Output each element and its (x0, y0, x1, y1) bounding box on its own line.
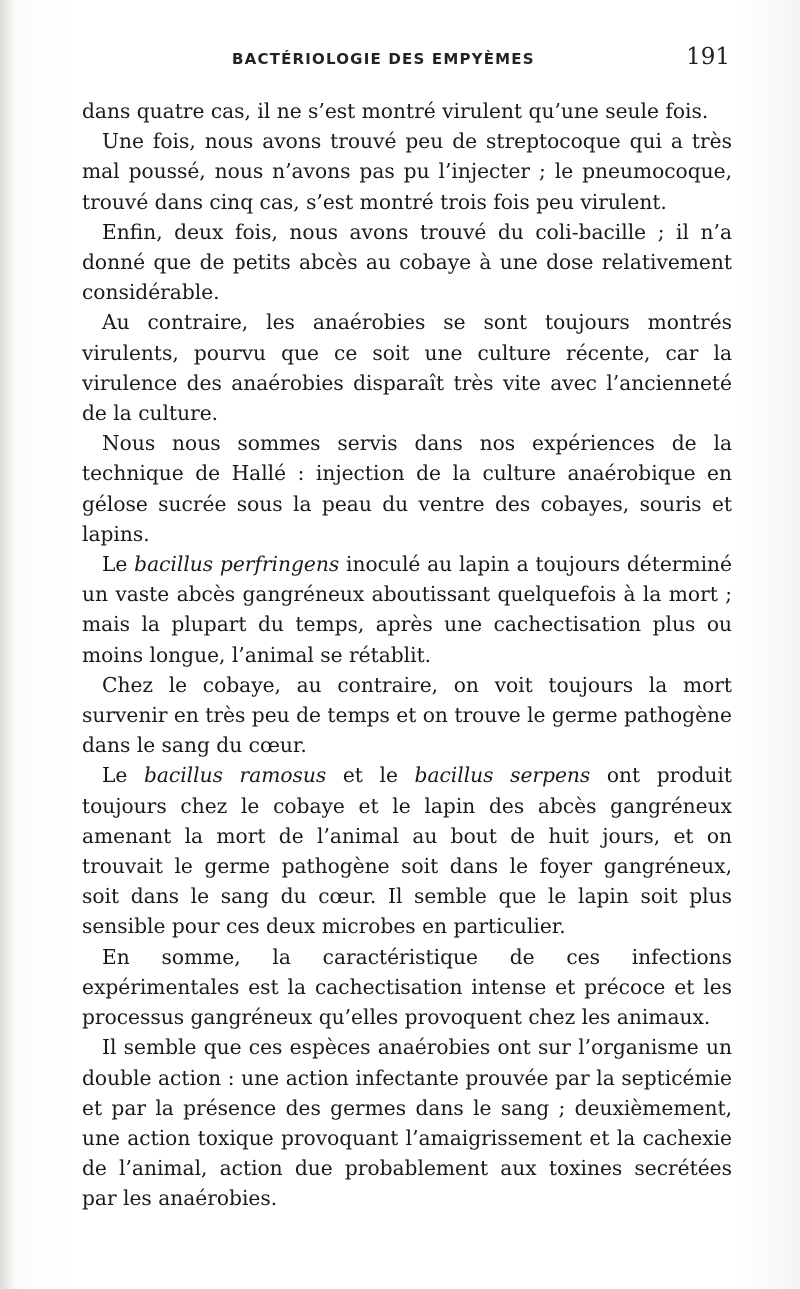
text-segment: inoculé au lapin a toujours déterminé un vaste abcès gangréneux aboutissant quelquefois à la mort ; mais la plupart du temps, après une cachectisation plus ou moins longue, l’animal se rétablit. (82, 552, 732, 667)
paragraph (82, 670, 732, 761)
text-segment: Le (102, 552, 135, 577)
text-segment: Enfin, deux fois, nous avons trouvé du coli-bacille ; il n’a donné que de petits abcès au cobaye à une dose relativement considérable. (82, 219, 732, 305)
text-segment: Au contraire, les anaérobies se sont toujours montrés virulents, pourvu que ce soit une culture récente, car la virulence des anaérobies disparaît très vite avec l’ancienneté de la culture. (82, 310, 732, 426)
paragraph (82, 428, 732, 549)
text-segment: dans quatre cas, il ne s’est montré virulent qu’une seule fois. (82, 99, 709, 123)
species-name-italic: bacillus serpens (414, 763, 591, 788)
paragraph (82, 217, 732, 308)
scan-shadow-edge (0, 0, 14, 1289)
text-segment: et le (326, 763, 415, 788)
text-segment: Nous nous sommes servis dans nos expériences de la technique de Hallé : injection de la culture anaérobique en gélose sucrée sous la peau du ventre des cobayes, souris et lapins. (82, 431, 732, 546)
paragraph (82, 307, 732, 428)
paragraph (82, 942, 732, 1033)
running-title: BACTÉRIOLOGIE DES EMPYÈMES (232, 50, 535, 68)
paragraph (82, 1032, 732, 1213)
running-head (82, 44, 730, 78)
page-number: 191 (686, 44, 730, 70)
species-name-italic: bacillus perfringens (134, 552, 340, 577)
text-segment: Le (102, 763, 144, 788)
paragraph (82, 96, 732, 126)
paragraph (82, 126, 732, 217)
text-segment: Chez le cobaye, au contraire, on voit toujours la mort survenir en très peu de temps et on trouve le germe pathogène dans le sang du cœur. (82, 672, 732, 758)
paragraph (82, 760, 732, 941)
paragraph (82, 549, 732, 670)
text-segment: Il semble que ces espèces anaérobies ont sur l’organisme un double action : une action infectante prouvée par la septicémie et par la présence des germes dans le sang ; deuxièmement, une action toxique provoquant l’amaigrissement et la cachexie de l’animal, action due probablement aux toxines secrétées par les anaérobies. (82, 1035, 732, 1211)
text-segment: En somme, la caractéristique de ces infections expérimentales est la cachectisation intense et précoce et les processus gangréneux qu’elles provoquent chez les animaux. (82, 944, 732, 1030)
text-segment: ont produit toujours chez le cobaye et le lapin des abcès gangréneux amenant la mort de l’animal au bout de huit jours, et on trouvait le germe pathogène soit dans le foyer gangréneux, soit dans le sang du cœur. Il semble que le lapin soit plus sensible pour ces deux microbes en particulier. (82, 763, 732, 939)
text-segment: Une fois, nous avons trouvé peu de streptocoque qui a très mal poussé, nous n’avons pas pu l’injecter ; le pneumocoque, trouvé dans cinq cas, s’est montré trois fois peu virulent. (82, 129, 732, 214)
species-name-italic: bacillus ramosus (143, 763, 327, 788)
body-text (82, 96, 732, 1214)
